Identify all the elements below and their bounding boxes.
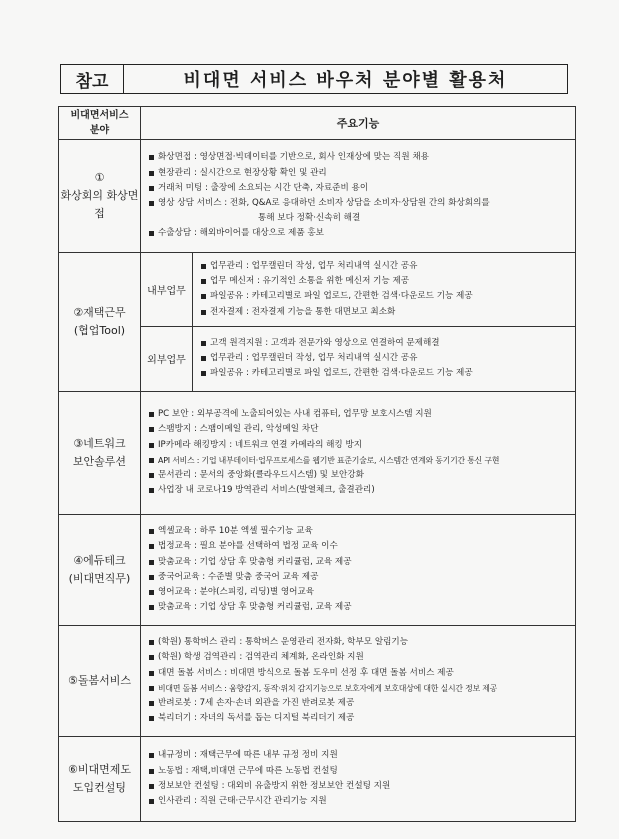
category-label: ① 화상회의 화상면접	[60, 171, 139, 220]
feature-list	[141, 144, 575, 247]
table-row	[59, 253, 576, 327]
list-item: 거래처 미팅 : 출장에 소요되는 시간 단축, 자료준비 용이	[149, 181, 571, 196]
category-label: ③네트워크 보안솔루션	[72, 436, 127, 468]
list-item: 파일공유 : 카테고리별로 파일 업로드, 간편한 검색·다운로드 기능 제공	[201, 289, 571, 304]
column-header-features: 주요기능	[141, 107, 576, 140]
category-cell	[59, 253, 141, 392]
voucher-usage-table	[58, 106, 576, 822]
list-item: 엑셀교육 : 하루 10분 엑셀 필수기능 교육	[149, 524, 571, 539]
list-item: PC 보안 : 외부공격에 노출되어있는 사내 컴퓨터, 업무망 보호시스템 지원	[149, 407, 571, 422]
list-item: 사업장 내 코로나19 방역관리 서비스(발열체크, 출결관리)	[149, 483, 571, 498]
list-item: 노동법 : 재택,비대면 근무에 따른 노동법 컨설팅	[149, 764, 571, 779]
category-label: ②재택근무 (협업Tool)	[73, 305, 126, 337]
table-row	[59, 391, 576, 514]
feature-list	[193, 330, 575, 388]
feature-list	[141, 629, 575, 732]
category-cell	[59, 736, 141, 821]
table-header-row	[59, 107, 576, 140]
features-cell	[193, 326, 576, 391]
category-label: ⑥비대면제도 도입컨설팅	[68, 762, 131, 794]
features-cell	[141, 514, 576, 625]
list-item: IP카메라 해킹방지 : 네트워크 연결 카메라의 해킹 방지	[149, 438, 571, 453]
list-item: 화상면접 : 영상면접·빅데이터를 기반으로, 회사 인재상에 맞는 직원 채용	[149, 150, 571, 165]
list-item: 업무관리 : 업무캘린더 작성, 업무 처리내역 실시간 공유	[201, 259, 571, 274]
list-item	[149, 196, 571, 226]
list-item: 수출상담 : 해외바이어를 대상으로 제품 홍보	[149, 226, 571, 241]
list-item: (학원) 학생 검역관리 : 검역관리 체계화, 온라인화 지원	[149, 650, 571, 665]
table-row	[59, 140, 576, 253]
column-header-category: 비대면서비스 분야	[59, 107, 141, 140]
feature-list	[141, 401, 575, 504]
category-label: ④에듀테크 (비대면직무)	[68, 553, 131, 585]
list-item: 문서관리 : 문서의 중앙화(클라우드시스템) 및 보안강화	[149, 468, 571, 483]
features-cell	[193, 253, 576, 327]
list-item: 업무관리 : 업무캘린더 작성, 업무 처리내역 실시간 공유	[201, 351, 571, 366]
list-item: 영어교육 : 분야(스피킹, 리딩)별 영어교육	[149, 585, 571, 600]
section-header	[60, 64, 568, 94]
list-item: 맞춤교육 : 기업 상담 후 맞춤형 커리큘럼, 교육 제공	[149, 555, 571, 570]
list-item-continuation: 통해 보다 정확·신속히 해결	[258, 213, 361, 224]
category-cell	[59, 514, 141, 625]
table-row	[59, 736, 576, 821]
features-cell	[141, 736, 576, 821]
feature-list	[141, 518, 575, 621]
feature-list	[141, 742, 575, 815]
reference-tag: 참고	[61, 65, 124, 93]
list-item: 인사관리 : 직원 근태·근무시간 관리기능 지원	[149, 794, 571, 809]
category-cell	[59, 140, 141, 253]
subcategory-cell: 외부업무	[141, 326, 193, 391]
list-item: (학원) 통학버스 관리 : 통학버스 운영관리 전자화, 학부모 알림기능	[149, 635, 571, 650]
list-item: API 서비스 : 기업 내부데이터·업무프로세스를 웹기반 표준기술로, 시스템간 연계와 동기기간 통신 구현	[149, 453, 571, 468]
list-item: 파일공유 : 카테고리별로 파일 업로드, 간편한 검색·다운로드 기능 제공	[201, 366, 571, 381]
list-item: 비대면 돌봄 서비스 : 움향감지, 동작·위치 감지기능으로 보호자에게 보호대상에 대한 실시간 정보 제공	[149, 681, 571, 696]
features-cell	[141, 140, 576, 253]
list-item: 내규정비 : 재택근무에 따른 내부 규정 정비 지원	[149, 748, 571, 763]
features-cell	[141, 391, 576, 514]
table-row	[59, 625, 576, 736]
features-cell	[141, 625, 576, 736]
list-item: 중국어교육 : 수준별 맞춤 중국어 교육 제공	[149, 570, 571, 585]
page-title: 비대면 서비스 바우처 분야별 활용처	[183, 70, 508, 91]
table-row	[59, 514, 576, 625]
list-item: 법정교육 : 필요 분야를 선택하여 법정 교육 이수	[149, 539, 571, 554]
category-cell	[59, 625, 141, 736]
list-item: 현장관리 : 실시간으로 현장상황 확인 및 관리	[149, 166, 571, 181]
category-label: ⑤돌봄서비스	[68, 673, 131, 687]
list-item: 고객 원격지원 : 고객과 전문가와 영상으로 연결하여 문제해결	[201, 336, 571, 351]
list-item: 스팸방지 : 스팸이메일 관리, 악성메일 차단	[149, 422, 571, 437]
subcategory-cell: 내부업무	[141, 253, 193, 327]
feature-list	[193, 253, 575, 326]
list-item: 정보보안 컨설팅 : 대외비 유출방지 위한 정보보안 컨설팅 지원	[149, 779, 571, 794]
list-item: 북리더기 : 자녀의 독서를 돕는 디지털 북리더기 제공	[149, 711, 571, 726]
list-item: 전자결제 : 전자결제 기능을 통한 대면보고 최소화	[201, 305, 571, 320]
list-item: 대면 돌봄 서비스 : 비대면 방식으로 돌봄 도우미 선정 후 대면 돌봄 서비스 제공	[149, 666, 571, 681]
list-item: 업무 메신저 : 유기적인 소통을 위한 메신저 기능 제공	[201, 274, 571, 289]
list-item: 맞춤교육 : 기업 상담 후 맞춤형 커리큘럼, 교육 제공	[149, 600, 571, 615]
category-cell	[59, 391, 141, 514]
list-item-text: 영상 상담 서비스 : 전화, Q&A로 응대하던 소비자 상담을 소비자·상담원 간의 화상회의를	[158, 198, 490, 208]
list-item: 반려로봇 : 7세 손자·손녀 외관을 가진 반려로봇 제공	[149, 696, 571, 711]
